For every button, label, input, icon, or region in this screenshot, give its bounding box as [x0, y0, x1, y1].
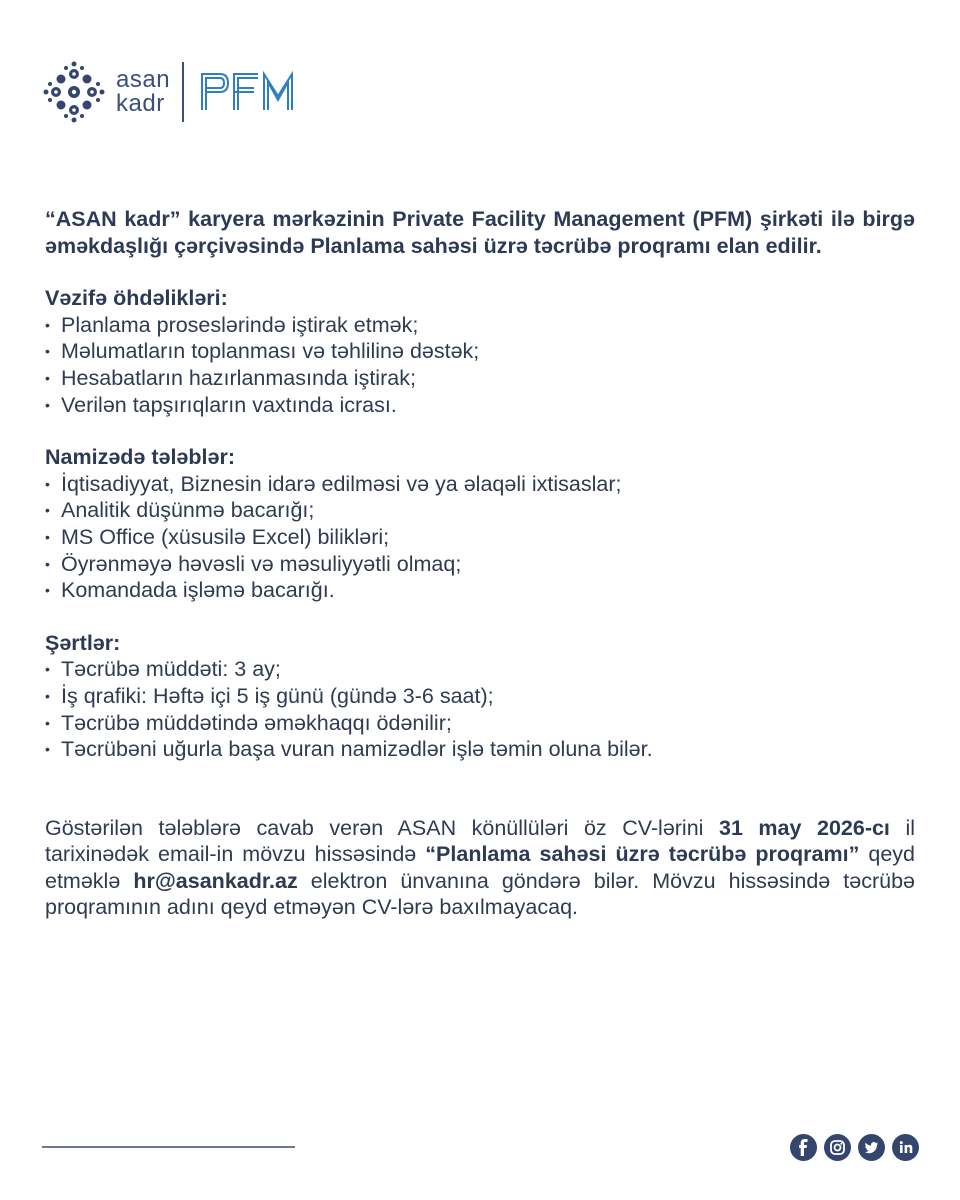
conditions-section [45, 630, 915, 763]
list-item: • Analitik düşünmə bacarığı; [45, 497, 915, 524]
conditions-list [45, 656, 915, 762]
duties-title: Vəzifə öhdəlikləri: [45, 286, 228, 311]
pfm-logo [198, 70, 298, 114]
twitter-icon[interactable] [858, 1134, 885, 1161]
linkedin-icon[interactable] [892, 1134, 919, 1161]
duties-list [45, 312, 915, 418]
requirements-list [45, 471, 915, 604]
list-item: • İqtisadiyyat, Biznesin idarə edilməsi və ya əlaqəli ixtisaslar; [45, 471, 915, 498]
closing-text-3: qeyd etməklə [45, 842, 915, 893]
header [42, 60, 298, 124]
closing-text-4: elektron ünvanına göndərə bilər. Mövzu hissəsində təcrübə proqramının adını qeyd etməyən CV-lərə baxılmayacaq. [45, 868, 915, 920]
facebook-icon[interactable] [790, 1134, 817, 1161]
list-item: • Təcrübə müddəti: 3 ay; [45, 656, 915, 683]
duties-section [45, 285, 915, 418]
social-links [790, 1134, 919, 1161]
logo-divider [182, 62, 184, 122]
list-item: • Öyrənməyə həvəsli və məsuliyyətli olmaq; [45, 551, 915, 578]
instagram-icon[interactable] [824, 1134, 851, 1161]
list-item: • Təcrübəni uğurla başa vuran namizədlər işlə təmin oluna bilər. [45, 736, 915, 763]
list-item: • MS Office (xüsusilə Excel) bilikləri; [45, 524, 915, 551]
list-item: • Verilən tapşırıqların vaxtında icrası. [45, 392, 915, 419]
conditions-title: Şərtlər: [45, 630, 121, 655]
application-instructions [45, 815, 915, 921]
email-subject-text: “Planlama sahəsi üzrə təcrübə proqramı” [425, 842, 860, 867]
brand-top-text: asan [116, 66, 171, 93]
announcement-body [45, 206, 915, 943]
closing-text-2: il tarixinədək email-in mövzu hissəsində [45, 815, 916, 867]
brand-bottom-text: kadr [116, 90, 165, 117]
asan-kadr-logo-icon [42, 60, 106, 124]
requirements-title: Namizədə tələblər: [45, 445, 235, 470]
closing-text-1: Göstərilən tələblərə cavab verən ASAN könüllüləri öz CV-lərini [45, 815, 719, 840]
list-item: • Planlama proseslərində iştirak etmək; [45, 312, 915, 339]
brand-wordmark [116, 68, 170, 116]
email-link[interactable]: hr@asankadr.az [133, 868, 298, 893]
list-item: • Hesabatların hazırlanmasında iştirak; [45, 365, 915, 392]
footer-divider [42, 1146, 295, 1148]
deadline-text: 31 may 2026-cı [718, 815, 890, 840]
list-item: • Məlumatların toplanması və təhlilinə dəstək; [45, 338, 915, 365]
list-item: • Komandada işləmə bacarığı. [45, 577, 915, 604]
list-item: • İş qrafiki: Həftə içi 5 iş günü (gündə 3-6 saat); [45, 683, 915, 710]
intro-paragraph: “ASAN kadr” karyera mərkəzinin Private Facility Management (PFM) şirkəti ilə birgə əməkdaşlığı çərçivəsində Planlama sahəsi üzrə təcrübə proqramı elan edilir. [45, 207, 915, 258]
requirements-section [45, 444, 915, 604]
list-item: • Təcrübə müddətində əməkhaqqı ödənilir; [45, 710, 915, 737]
